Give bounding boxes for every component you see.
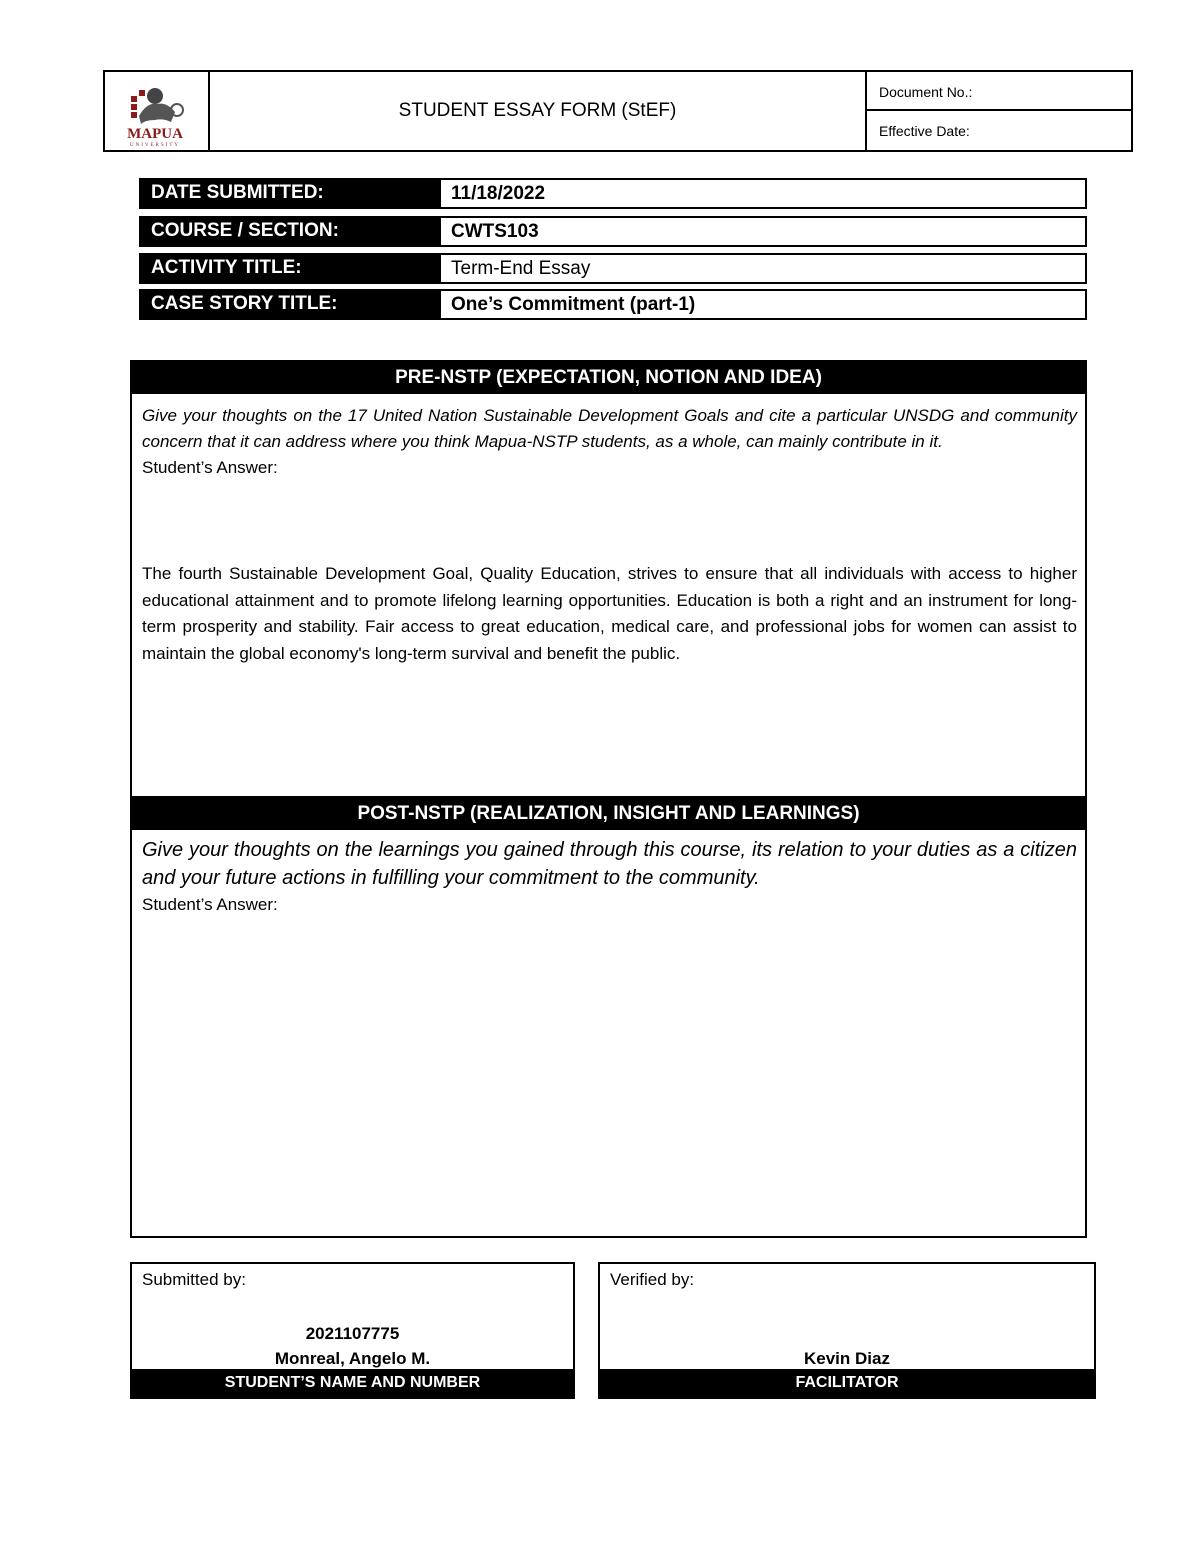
info-row-date: [139, 178, 1087, 209]
case-story-title-value[interactable]: One’s Commitment (part-1): [439, 289, 1087, 320]
post-answer-area[interactable]: [142, 923, 1077, 1223]
info-label: CASE STORY TITLE:: [139, 289, 439, 320]
post-question-block: [142, 836, 1077, 918]
info-row-course: [139, 216, 1087, 247]
facilitator-footer-label: FACILITATOR: [600, 1369, 1094, 1397]
submitted-by-box: [130, 1262, 575, 1399]
logo-subtext: UNIVERSITY: [130, 143, 180, 148]
seal-icon: [105, 72, 206, 150]
course-section-value[interactable]: CWTS103: [439, 216, 1087, 247]
post-nstp-heading: POST-NSTP (REALIZATION, INSIGHT AND LEARNINGS): [132, 798, 1085, 830]
student-number: 2021107775: [305, 1324, 400, 1343]
student-name: Monreal, Angelo M.: [274, 1349, 431, 1368]
pre-nstp-heading: PRE-NSTP (EXPECTATION, NOTION AND IDEA): [132, 362, 1085, 394]
pre-answer-text[interactable]: The fourth Sustainable Development Goal, Quality Education, strives to ensure that all individuals with access to higher educational attainment and to promote lifelong learning opportunities. Education is both a right and an instrument for long-term prosperity and stability. Fair access to great education, medical care, and professional jobs for women can assist to maintain the global economy's long-term survival and benefit the public.: [142, 564, 1077, 663]
submitted-by-caption: Submitted by:: [142, 1270, 246, 1289]
pre-answer-label: Student’s Answer:: [142, 458, 278, 477]
logo-wordmark: MAPUA: [127, 126, 183, 142]
post-question: Give your thoughts on the learnings you gained through this course, its relation to your duties as a citizen and your future actions in fulfilling your commitment to the community.: [142, 839, 1077, 889]
document-no-label: Document No.:: [867, 72, 1131, 111]
info-label: COURSE / SECTION:: [139, 216, 439, 247]
form-title: STUDENT ESSAY FORM (StEF): [210, 72, 867, 150]
info-label: ACTIVITY TITLE:: [139, 253, 439, 284]
info-label: DATE SUBMITTED:: [139, 178, 439, 209]
verified-by-box: [598, 1262, 1096, 1399]
pre-question-block: [142, 403, 1077, 481]
pre-nstp-section: [130, 360, 1087, 798]
verified-by-caption: Verified by:: [610, 1270, 695, 1289]
info-row-activity: [139, 253, 1087, 284]
info-row-case: [139, 289, 1087, 320]
effective-date-label: Effective Date:: [879, 123, 970, 139]
pre-question: Give your thoughts on the 17 United Nation Sustainable Development Goals and cite a particular UNSDG and community concern that it can address where you think Mapua-NSTP students, as a whole, can mainly contribute in it.: [142, 406, 1077, 451]
post-nstp-section: [130, 796, 1087, 1238]
form-header: [103, 70, 1133, 152]
date-submitted-value[interactable]: 11/18/2022: [439, 178, 1087, 209]
post-answer-label: Student’s Answer:: [142, 895, 278, 914]
student-footer-label: STUDENT’S NAME AND NUMBER: [132, 1369, 573, 1397]
activity-title-value[interactable]: Term-End Essay: [439, 253, 1087, 284]
university-logo: [105, 72, 210, 150]
facilitator-name: Kevin Diaz: [804, 1349, 890, 1368]
